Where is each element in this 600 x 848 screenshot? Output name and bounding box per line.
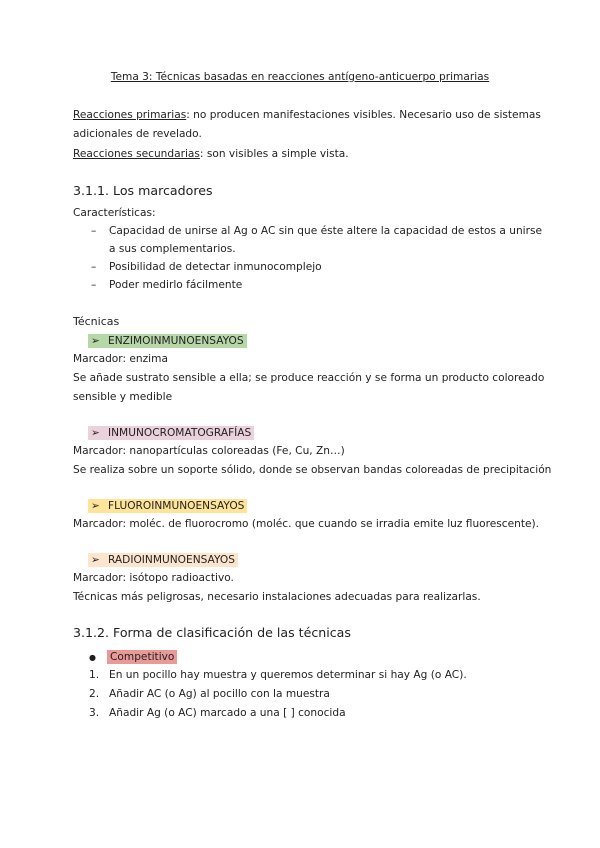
tecnica-cromato-highlight xyxy=(88,426,254,440)
cromato-marcador: Marcador: nanopartículas coloreadas (Fe, Cu, Zn…) xyxy=(73,445,345,457)
step-3-num: 3. xyxy=(89,707,100,719)
primarias-text-cont: adicionales de revelado. xyxy=(73,128,202,140)
tecnica-enzimo-name: ENZIMOINMUNOENSAYOS xyxy=(108,335,244,347)
primarias-label: Reacciones primarias xyxy=(73,109,187,121)
cromato-desc: Se realiza sobre un soporte sólido, donde se observan bandas coloreadas de precipitación xyxy=(73,464,552,476)
primarias-text: : no producen manifestaciones visibles. Necesario uso de sistemas xyxy=(186,109,541,121)
step-2-text: Añadir AC (o Ag) al pocillo con la muestra xyxy=(109,688,330,700)
tecnica-enzimo-highlight xyxy=(88,334,247,348)
enzimo-desc-cont: sensible y medible xyxy=(73,391,173,403)
arrow-icon: ➢ xyxy=(91,500,100,512)
step-2-num: 2. xyxy=(89,688,100,700)
tecnica-fluoro-name: FLUOROINMUNOENSAYOS xyxy=(108,500,245,512)
radio-marcador: Marcador: isótopo radioactivo. xyxy=(73,572,234,584)
enzimo-desc: Se añade sustrato sensible a ella; se produce reacción y se forma un producto coloreado xyxy=(73,372,545,384)
competitivo-highlight: Competitivo xyxy=(107,650,177,664)
section1-heading: 3.1.1. Los marcadores xyxy=(73,183,213,198)
step-1-num: 1. xyxy=(89,669,100,681)
tecnica-radio-name: RADIOINMUNOENSAYOS xyxy=(108,554,235,566)
tecnica-radio-highlight xyxy=(88,553,238,567)
primarias-paragraph xyxy=(73,108,541,122)
caracteristica-1-cont: a sus complementarios. xyxy=(109,243,236,255)
tecnica-cromato-name: INMUNOCROMATOGRAFÍAS xyxy=(108,427,252,439)
caracteristica-2: Posibilidad de detectar inmunocomplejo xyxy=(109,261,322,273)
tecnica-fluoro-highlight xyxy=(88,499,247,513)
caracteristica-3: Poder medirlo fácilmente xyxy=(109,279,243,291)
tecnica-cromato xyxy=(88,426,254,440)
tecnica-enzimo xyxy=(88,334,247,348)
competitivo-item xyxy=(107,650,177,664)
arrow-icon: ➢ xyxy=(91,427,100,439)
page-title: Tema 3: Técnicas basadas en reacciones antígeno-anticuerpo primarias xyxy=(110,71,490,83)
bullet-icon: ● xyxy=(89,653,96,662)
section2-heading: 3.1.2. Forma de clasificación de las técnicas xyxy=(73,625,351,640)
step-3-text: Añadir Ag (o AC) marcado a una [ ] conocida xyxy=(109,707,346,719)
dash-2: – xyxy=(91,261,97,273)
tecnica-radio xyxy=(88,553,238,567)
dash-3: – xyxy=(91,279,97,291)
caracteristica-1: Capacidad de unirse al Ag o AC sin que éste altere la capacidad de estos a unirse xyxy=(109,225,542,237)
tecnica-fluoro xyxy=(88,499,247,513)
tecnicas-heading: Técnicas xyxy=(73,315,120,328)
secundarias-text: : son visibles a simple vista. xyxy=(199,148,349,160)
step-1-text: En un pocillo hay muestra y queremos determinar si hay Ag (o AC). xyxy=(109,669,467,681)
secundarias-label: Reacciones secundarias xyxy=(73,148,200,160)
arrow-icon: ➢ xyxy=(91,335,100,347)
secundarias-paragraph xyxy=(73,147,349,161)
dash-1: – xyxy=(91,225,97,237)
caracteristicas-label: Características: xyxy=(73,207,156,219)
arrow-icon: ➢ xyxy=(91,554,100,566)
enzimo-marcador: Marcador: enzima xyxy=(73,353,168,365)
radio-desc: Técnicas más peligrosas, necesario instalaciones adecuadas para realizarlas. xyxy=(73,591,481,603)
fluoro-marcador: Marcador: moléc. de fluorocromo (moléc. que cuando se irradia emite luz fluorescente). xyxy=(73,518,540,530)
